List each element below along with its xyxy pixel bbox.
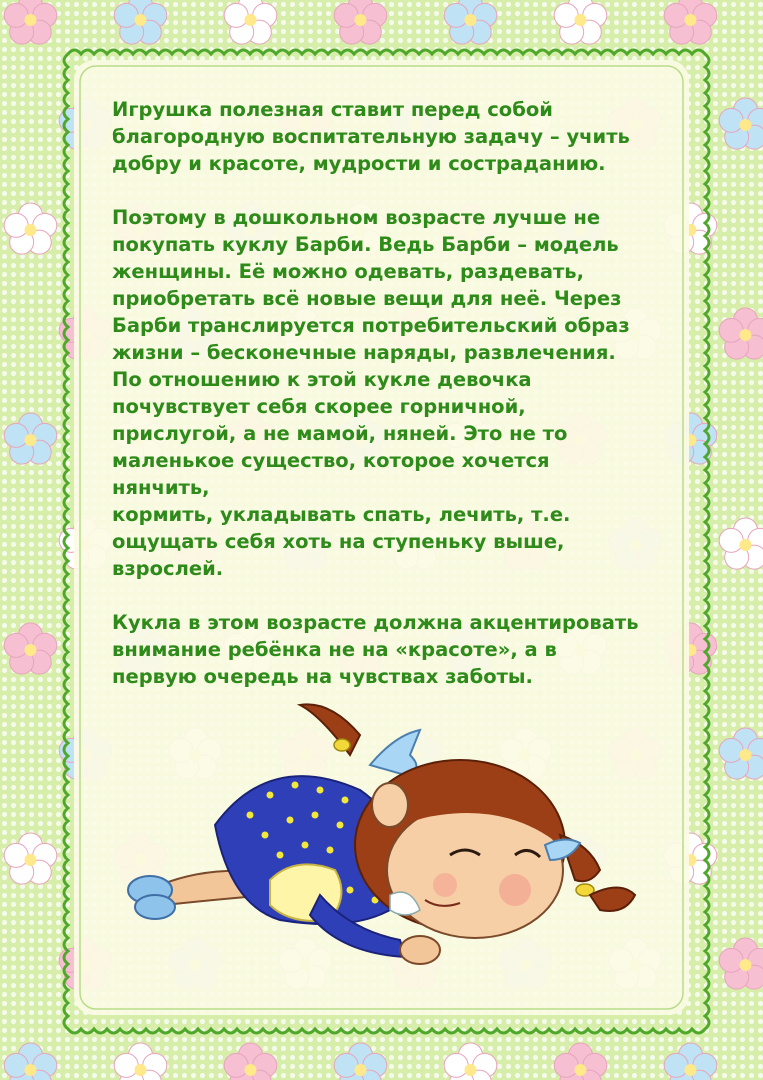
paragraph-3: Кукла в этом возрасте должна акцентировать внимание ребёнка не на «красоте», а в первую очередь на чувствах заботы. bbox=[112, 611, 639, 688]
girl-lying-illustration bbox=[120, 695, 650, 975]
paragraph-1: Игрушка полезная ставит перед собой благородную воспитательную задачу – учить добру и красоте, мудрости и состраданию. bbox=[112, 98, 630, 175]
paragraph-2: Поэтому в дошкольном возрасте лучше не покупать куклу Барби. Ведь Барби – модель женщины. Её можно одевать, раздевать, приобретать всё новые вещи для неё. Через Барби транслируется потребительский образ жизни – бесконечные наряды, развлечения. По отношению к этой кукле девочка почувствует себя скорее горничной, прислугой, а не мамой, няней. Это не то маленькое существо, которое хочется нянчить, кормить, укладывать спать, лечить, т.е. ощущать себя хоть на ступеньку выше, взрослей. bbox=[112, 206, 630, 580]
article-text bbox=[112, 96, 652, 717]
